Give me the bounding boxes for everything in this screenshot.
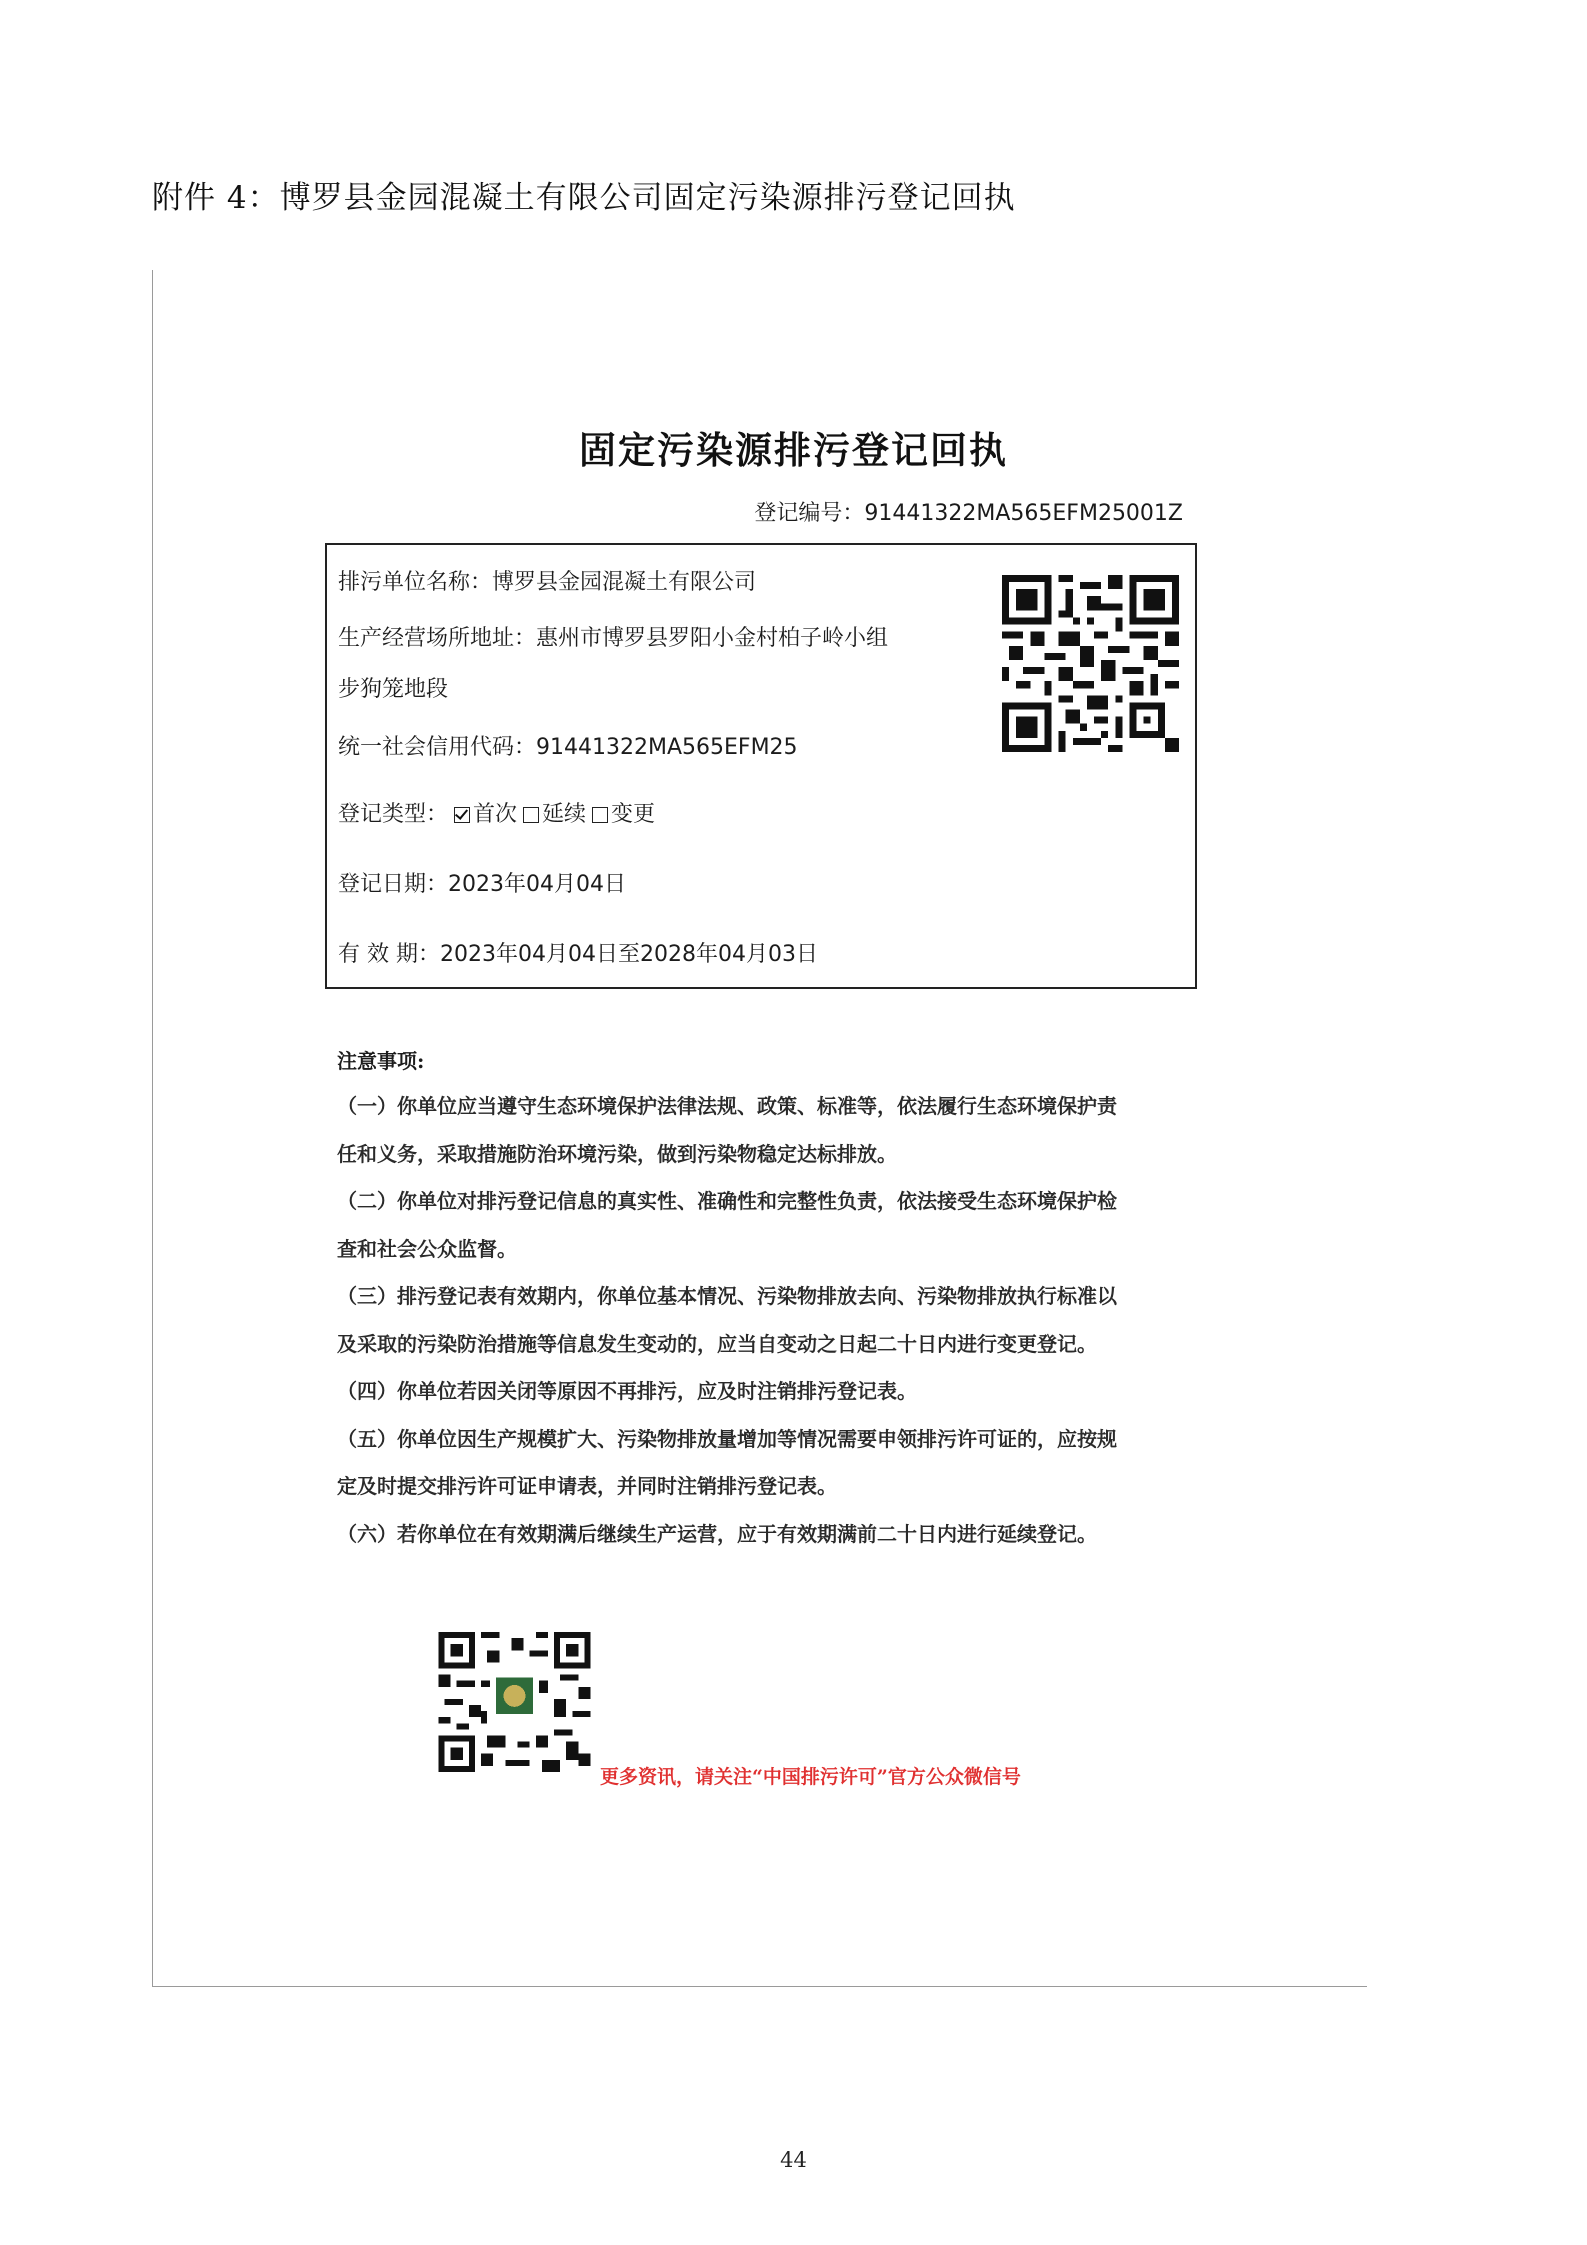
option-renewal-label: 延续 (542, 802, 587, 827)
unit-name-label: 排污单位名称： (338, 570, 493, 595)
registration-date-row (338, 867, 626, 898)
notice-line: （三）排污登记表有效期内，你单位基本情况、污染物排放去向、污染物排放执行标准以 (337, 1284, 1117, 1308)
address-value-line1: 惠州市博罗县罗阳小金村柏子岭小组 (536, 626, 889, 651)
checkbox-first-checked-icon (454, 807, 470, 823)
address-row-continued (338, 672, 448, 703)
credit-code-row (338, 730, 798, 761)
registration-qr-code-icon (1002, 575, 1179, 752)
registration-number: 登记编号：91441322MA565EFM25001Z (754, 501, 1183, 526)
option-first-label: 首次 (473, 802, 518, 827)
credit-code-value: 91441322MA565EFM25 (536, 735, 798, 760)
wechat-follow-text: 更多资讯，请关注“中国排污许可”官方公众微信号 (600, 1766, 1021, 1788)
option-change-label: 变更 (611, 802, 656, 827)
notice-line: （一）你单位应当遵守生态环境保护法律法规、政策、标准等，依法履行生态环境保护责 (337, 1094, 1117, 1118)
notice-line: （四）你单位若因关闭等原因不再排污，应及时注销排污登记表。 (337, 1379, 917, 1403)
notice-section (337, 1045, 1197, 1565)
attachment-heading: 附件 4：博罗县金园混凝土有限公司固定污染源排污登记回执 (152, 180, 1016, 216)
notice-line: 查和社会公众监督。 (337, 1236, 517, 1261)
checkbox-change-icon (592, 807, 608, 823)
credit-code-label: 统一社会信用代码： (338, 735, 537, 760)
registration-type-label: 登记类型： (338, 802, 449, 827)
checkbox-renewal-icon (523, 807, 539, 823)
validity-value: 2023年04月04日至2028年04月03日 (440, 942, 818, 967)
validity-row (338, 937, 818, 968)
notice-line: 任和义务，采取措施防治环境污染，做到污染物稳定达标排放。 (337, 1141, 897, 1166)
notice-line: （六）若你单位在有效期满后继续生产运营，应于有效期满前二十日内进行延续登记。 (337, 1521, 1097, 1546)
unit-name-value: 博罗县金园混凝土有限公司 (492, 570, 757, 595)
address-row (338, 621, 888, 652)
notice-title: 注意事项: (337, 1049, 425, 1073)
notice-line: 及采取的污染防治措施等信息发生变动的，应当自变动之日起二十日内进行变更登记。 (337, 1331, 1097, 1356)
address-value-line2: 步狗笼地段 (338, 677, 449, 702)
address-label: 生产经营场所地址： (338, 626, 537, 651)
notice-line: （五）你单位因生产规模扩大、污染物排放量增加等情况需要申领排污许可证的，应按规 (337, 1426, 1117, 1451)
notice-line: （二）你单位对排污登记信息的真实性、准确性和完整性负责，依法接受生态环境保护检 (337, 1189, 1117, 1213)
registration-info-box (325, 543, 1197, 989)
unit-name-row (338, 565, 756, 596)
wechat-qr-code-icon (437, 1632, 592, 1772)
validity-label: 有 效 期： (338, 942, 440, 967)
page-number: 44 (780, 2148, 807, 2172)
registration-date-label: 登记日期： (338, 872, 449, 897)
receipt-title: 固定污染源排污登记回执 (579, 429, 1008, 472)
notice-line: 定及时提交排污许可证申请表，并同时注销排污登记表。 (337, 1474, 837, 1498)
registration-date-value: 2023年04月04日 (448, 872, 626, 897)
registration-type-row (338, 797, 655, 828)
